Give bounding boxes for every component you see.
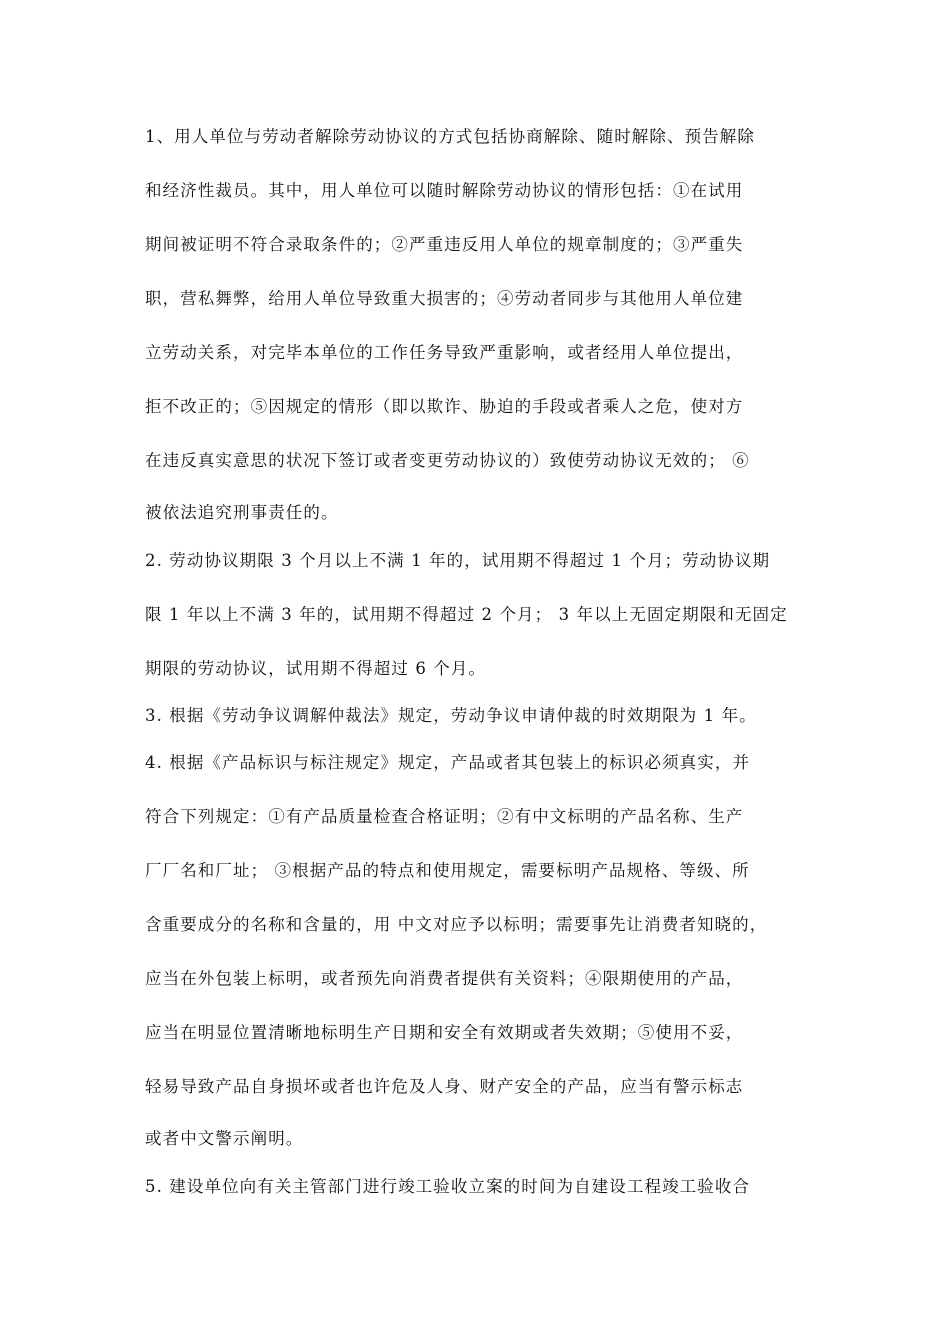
text-line: 拒不改正的；⑤因规定的情形（即以欺诈、胁迫的手段或者乘人之危，使对方 — [145, 397, 744, 416]
text-line: 含重要成分的名称和含量的，用 中文对应予以标明；需要事先让消费者知晓的， — [145, 915, 768, 934]
text-line: 职，营私舞弊，给用人单位导致重大损害的；④劳动者同步与其他用人单位建 — [145, 289, 744, 308]
text-line: 厂厂名和厂址； ③根据产品的特点和使用规定，需要标明产品规格、等级、所 — [145, 861, 750, 880]
text-line: 期限的劳动协议，试用期不得超过 6 个月。 — [145, 659, 487, 678]
text-line: 3. 根据《劳动争议调解仲裁法》规定，劳动争议申请仲裁的时效期限为 1 年。 — [145, 706, 757, 725]
text-line: 1、用人单位与劳动者解除劳动协议的方式包括协商解除、随时解除、预告解除 — [145, 127, 755, 146]
text-line: 和经济性裁员。其中，用人单位可以随时解除劳动协议的情形包括：①在试用 — [145, 181, 744, 200]
text-line: 或者中文警示阐明。 — [145, 1129, 304, 1148]
text-line: 5. 建设单位向有关主管部门进行竣工验收立案的时间为自建设工程竣工验收合 — [145, 1177, 751, 1196]
text-line: 2. 劳动协议期限 3 个月以上不满 1 年的，试用期不得超过 1 个月；劳动协议期 — [145, 551, 771, 570]
text-line: 轻易导致产品自身损坏或者也许危及人身、财产安全的产品，应当有警示标志 — [145, 1077, 744, 1096]
text-line: 符合下列规定：①有产品质量检查合格证明；②有中文标明的产品名称、生产 — [145, 807, 744, 826]
text-line: 4. 根据《产品标识与标注规定》规定，产品或者其包装上的标识必须真实，并 — [145, 753, 751, 772]
text-line: 应当在外包装上标明，或者预先向消费者提供有关资料；④限期使用的产品， — [145, 969, 744, 988]
text-line: 应当在明显位置清晰地标明生产日期和安全有效期或者失效期；⑤使用不妥， — [145, 1023, 744, 1042]
text-line: 期间被证明不符合录取条件的；②严重违反用人单位的规章制度的；③严重失 — [145, 235, 744, 254]
text-line: 限 1 年以上不满 3 年的，试用期不得超过 2 个月； 3 年以上无固定期限和无固定 — [145, 605, 788, 624]
text-line: 在违反真实意思的状况下签订或者变更劳动协议的）致使劳动协议无效的； ⑥ — [145, 451, 750, 470]
text-line: 被依法追究刑事责任的。 — [145, 503, 339, 522]
text-line: 立劳动关系，对完毕本单位的工作任务导致严重影响，或者经用人单位提出， — [145, 343, 744, 362]
